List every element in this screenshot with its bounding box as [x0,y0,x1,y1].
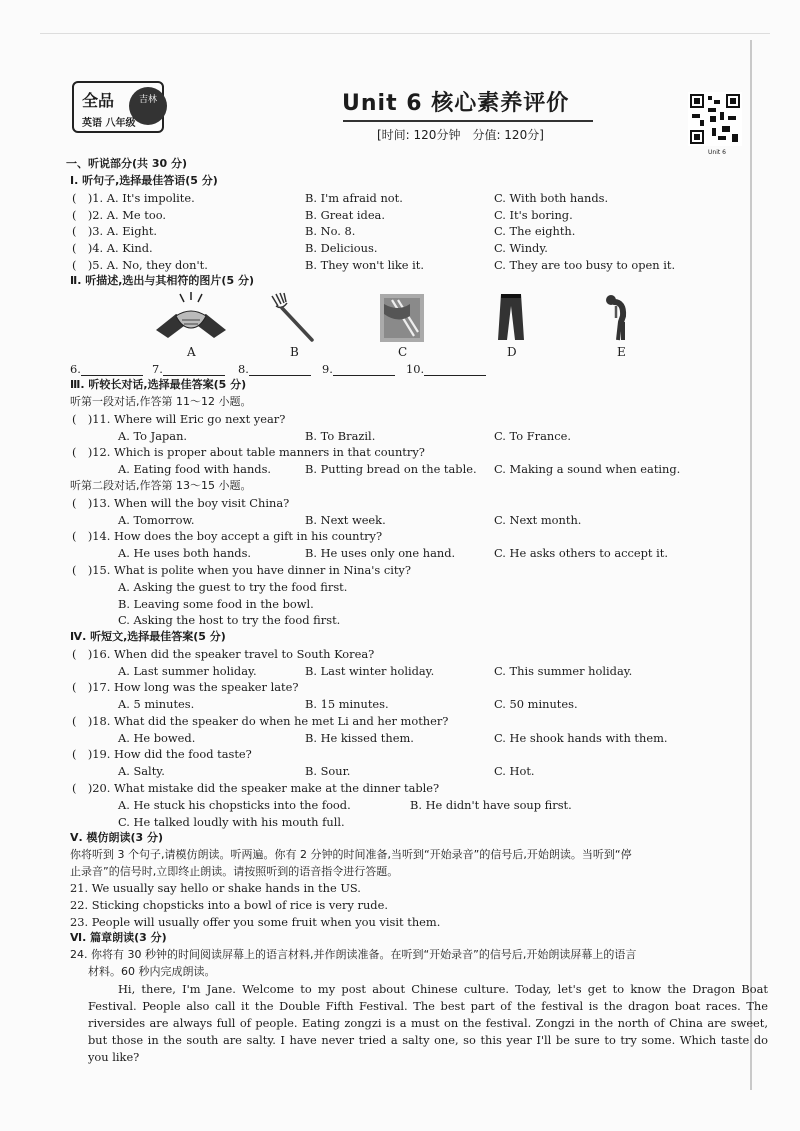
q5-stem: ( )5. A. No, they don't. [72,258,208,272]
picture-label-d: D [507,345,517,359]
section-5-title: Ⅴ. 模仿朗读(3 分) [70,831,164,844]
q13-option-a: A. Tomorrow. [118,513,195,527]
q18-option-c: C. He shook hands with them. [494,731,668,745]
blank-number: 9. [322,362,333,376]
scan-edge-right [750,40,752,1090]
q20-option-c: C. He talked loudly with his mouth full. [118,815,345,829]
answer-blank-8[interactable] [238,362,311,376]
q20-option-a: A. He stuck his chopsticks into the food. [118,798,351,812]
answer-blank-10[interactable] [406,362,486,376]
q20-option-b: B. He didn't have soup first. [410,798,572,812]
q16-option-a: A. Last summer holiday. [118,664,257,678]
q13-option-c: C. Next month. [494,513,582,527]
q11-option-b: B. To Brazil. [305,429,376,443]
picture-label-a: A [187,345,196,359]
qr-code-icon[interactable] [688,92,742,146]
q11-option-c: C. To France. [494,429,571,443]
sentence-23: 23. People will usually offer you some fruit when you visit them. [70,915,441,929]
scan-edge-top [40,33,770,34]
logo-region-badge: 吉林 [129,87,167,125]
section-6-instruction-2: 材料。60 秒内完成朗读。 [88,965,216,978]
section-2-title: Ⅱ. 听描述,选出与其相符的图片(5 分) [70,274,254,287]
q4-stem: ( )4. A. Kind. [72,241,153,255]
q12-stem: ( )12. Which is proper about table manners in that country? [72,445,425,459]
q14-stem: ( )14. How does the boy accept a gift in his country? [72,529,383,543]
section-4-title: Ⅳ. 听短文,选择最佳答案(5 分) [70,630,226,643]
q16-option-b: B. Last winter holiday. [305,664,435,678]
blank-number: 8. [238,362,249,376]
title-underline [343,120,593,122]
section-6-instruction-1: 24. 你将有 30 秒钟的时间阅读屏幕上的语言材料,并作朗读准备。在听到“开始录音”的信号后,开始朗读屏幕上的语言 [70,948,637,961]
picture-label-b: B [290,345,299,359]
q14-option-b: B. He uses only one hand. [305,546,456,560]
answer-blank-6[interactable] [70,362,143,376]
q2-option-c: C. It's boring. [494,208,573,222]
q19-stem: ( )19. How did the food taste? [72,747,252,761]
q5-option-b: B. They won't like it. [305,258,425,272]
picture-label-e: E [617,345,626,359]
section-3-title: Ⅲ. 听较长对话,选择最佳答案(5 分) [70,378,247,391]
q17-option-b: B. 15 minutes. [305,697,389,711]
q4-option-c: C. Windy. [494,241,548,255]
q18-option-a: A. He bowed. [118,731,196,745]
q12-option-c: C. Making a sound when eating. [494,462,681,476]
q20-stem: ( )20. What mistake did the speaker make at the dinner table? [72,781,440,795]
q18-stem: ( )18. What did the speaker do when he met Li and her mother? [72,714,449,728]
q13-stem: ( )13. When will the boy visit China? [72,496,290,510]
q19-option-c: C. Hot. [494,764,535,778]
publisher-logo [72,81,164,133]
dialogue-1-intro: 听第一段对话,作答第 11～12 小题。 [70,395,252,408]
q3-option-c: C. The eighth. [494,224,576,238]
blank-number: 7. [152,362,163,376]
chopsticks-icon [380,294,424,342]
q16-stem: ( )16. When did the speaker travel to South Korea? [72,647,375,661]
q2-option-b: B. Great idea. [305,208,385,222]
reading-passage: Hi, there, I'm Jane. Welcome to my post about Chinese culture. Today, let's get to know the Dragon Boat Festival. People also call it the Double Fifth Festival. The best part of the festival is the dragon boat races. The riversides are always full of people. Eating zongzi is a must on the festival. Zongzi in the north of China are sweet, but those in the south are salty. I have never tried a salty one, so this year I'll be sure to try some. Which taste do you like? [88,982,768,1064]
picture-label-c: C [398,345,408,359]
section-5-instruction-1: 你将听到 3 个句子,请模仿朗读。听两遍。你有 2 分钟的时间准备,当听到“开始录音”的信号后,开始朗读。当听到“停 [70,848,632,861]
answer-blank-9[interactable] [322,362,395,376]
q12-option-a: A. Eating food with hands. [118,462,272,476]
q4-option-b: B. Delicious. [305,241,378,255]
dialogue-2-intro: 听第二段对话,作答第 13～15 小题。 [70,479,252,492]
page-title: Unit 6 核心素养评价 [342,91,570,116]
q17-stem: ( )17. How long was the speaker late? [72,680,299,694]
handshake-icon [154,290,228,344]
page-subtitle: [时间: 120分钟 分值: 120分] [377,128,544,142]
section-5-instruction-2: 止录音”的信号时,立即终止朗读。请按照听到的语音指令进行答题。 [70,865,399,878]
section-6-title: Ⅵ. 篇章朗读(3 分) [70,931,167,944]
q5-option-c: C. They are too busy to open it. [494,258,676,272]
q14-option-c: C. He asks others to accept it. [494,546,668,560]
q12-option-b: B. Putting bread on the table. [305,462,477,476]
q15-stem: ( )15. What is polite when you have dinner in Nina's city? [72,563,411,577]
q3-stem: ( )3. A. Eight. [72,224,158,238]
q17-option-a: A. 5 minutes. [118,697,195,711]
q16-option-c: C. This summer holiday. [494,664,633,678]
fork-icon [268,292,318,344]
logo-sub-text: 英语 八年级 [82,118,136,129]
q2-stem: ( )2. A. Me too. [72,208,166,222]
q15-option-a: A. Asking the guest to try the food first. [118,580,348,594]
q1-stem: ( )1. A. It's impolite. [72,191,195,205]
q14-option-a: A. He uses both hands. [118,546,252,560]
bowing-person-icon [602,292,632,344]
q19-option-a: A. Salty. [118,764,165,778]
trousers-icon [496,292,526,342]
q1-option-b: B. I'm afraid not. [305,191,403,205]
q11-stem: ( )11. Where will Eric go next year? [72,412,286,426]
q13-option-b: B. Next week. [305,513,386,527]
q3-option-b: B. No. 8. [305,224,356,238]
q1-option-c: C. With both hands. [494,191,609,205]
section-1-title: Ⅰ. 听句子,选择最佳答语(5 分) [70,174,218,187]
part-title: 一、听说部分(共 30 分) [66,157,188,170]
q18-option-b: B. He kissed them. [305,731,414,745]
qr-caption: Unit 6 [708,149,726,156]
q15-option-b: B. Leaving some food in the bowl. [118,597,314,611]
q11-option-a: A. To Japan. [118,429,188,443]
blank-number: 10. [406,362,425,376]
q19-option-b: B. Sour. [305,764,351,778]
sentence-22: 22. Sticking chopsticks into a bowl of rice is very rude. [70,898,388,912]
logo-main-text: 全品 [82,91,115,110]
answer-blank-7[interactable] [152,362,225,376]
q17-option-c: C. 50 minutes. [494,697,578,711]
sentence-21: 21. We usually say hello or shake hands in the US. [70,881,361,895]
q15-option-c: C. Asking the host to try the food first. [118,613,341,627]
blank-number: 6. [70,362,81,376]
